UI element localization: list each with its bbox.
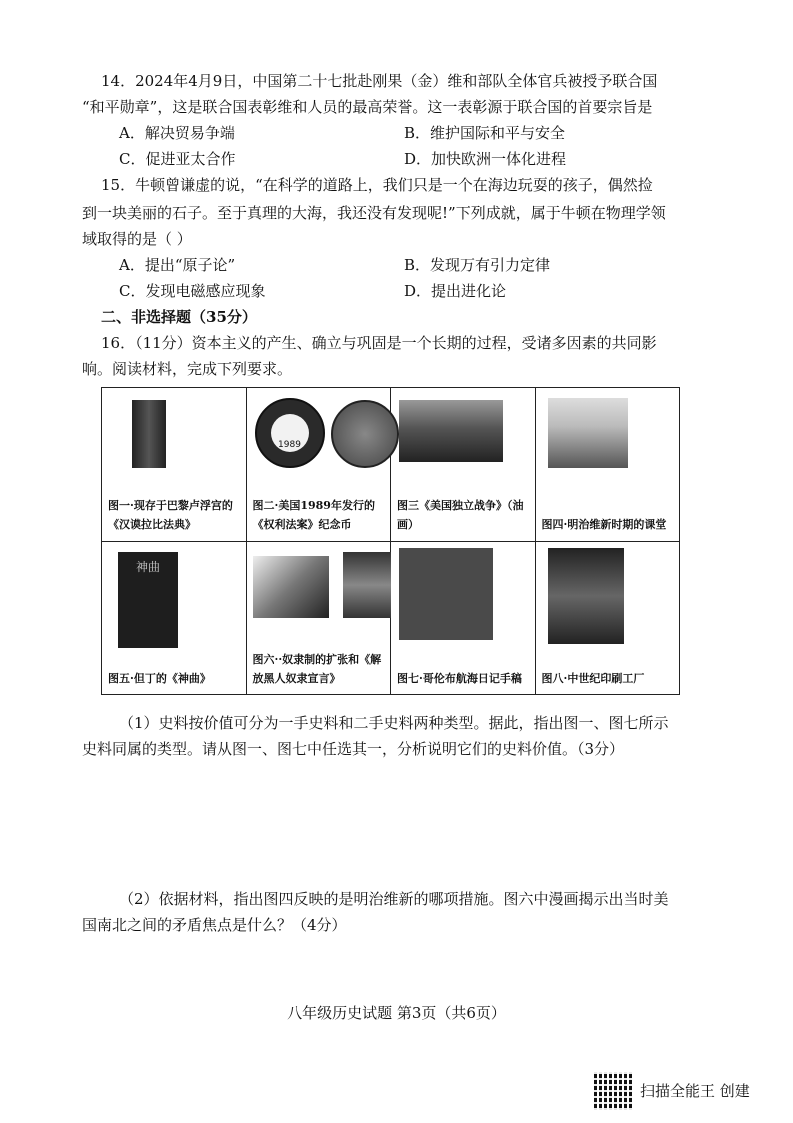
- figure-cell-1: [102, 388, 247, 542]
- q15-line3: 域取得的是（ ）: [82, 230, 192, 248]
- figure-cell-4: [535, 388, 680, 542]
- q16-sub2-line2: 国南北之间的矛盾焦点是什么？（4分）: [82, 916, 347, 934]
- q16-line1: 16．（11分）资本主义的产生、确立与巩固是一个长期的过程，受诸多因素的共同影: [101, 334, 657, 352]
- coin-image-right: [331, 400, 399, 468]
- figure-caption-8: 图八·中世纪印刷工厂: [541, 671, 645, 685]
- figure-caption-6: 图六··奴隶制的扩张和《解放黑人奴隶宣言》: [252, 652, 382, 685]
- q15-line2: 到一块美丽的石子。至于真理的大海，我还没有发现呢!”下列成就，属于牛顿在物理学领: [82, 204, 666, 222]
- q16-sub2-line1: （2）依据材料，指出图四反映的是明治维新的哪项措施。图六中漫画揭示出当时美: [119, 890, 669, 908]
- q16-sub1-line1: （1）史料按价值可分为一手史料和二手史料两种类型。据此，指出图一、图七所示: [119, 714, 669, 732]
- divine-comedy-image: [118, 552, 178, 648]
- q15-option-c: C．发现电磁感应现象: [119, 282, 266, 300]
- q16-sub1-line2: 史料同属的类型。请从图一、图七中任选其一，分析说明它们的史料价值。（3分）: [82, 740, 625, 758]
- qr-code-icon: [594, 1072, 632, 1110]
- proclamation-image: [343, 552, 391, 618]
- figure-cell-5: [102, 541, 247, 695]
- q15-option-b: B．发现万有引力定律: [404, 256, 551, 274]
- scanner-watermark: 扫描全能王 创建: [640, 1082, 750, 1100]
- section-heading: 二、非选择题（35分）: [101, 308, 257, 326]
- figure-caption-3: 图三《美国独立战争》（油画）: [397, 499, 524, 531]
- figure-cell-6: [246, 541, 391, 695]
- coin-year: 1989: [278, 440, 301, 450]
- figure-cell-8: [535, 541, 680, 695]
- manuscript-image: [399, 548, 493, 640]
- stele-image: [132, 400, 166, 468]
- q14-option-d: D．加快欧洲一体化进程: [404, 150, 567, 168]
- q15-line1: 15．牛顿曾谦虚的说，“在科学的道路上，我们只是一个在海边玩耍的孩子，偶然捡: [101, 176, 653, 194]
- figure-cell-2: [246, 388, 391, 542]
- figure-caption-2: 图二·美国1989年发行的《权利法案》纪念币: [252, 499, 375, 531]
- figure-cell-7: [391, 541, 536, 695]
- figure-caption-1: 图一·现存于巴黎卢浮宫的《汉谟拉比法典》: [108, 499, 233, 531]
- figure-caption-5: 图五·但丁的《神曲》: [108, 671, 211, 685]
- figure-caption-7: 图七·哥伦布航海日记手稿: [397, 671, 522, 685]
- q14-option-b: B．维护国际和平与安全: [404, 124, 566, 142]
- figure-caption-4: 图四·明治维新时期的课堂: [541, 518, 667, 531]
- book-title: 神曲: [135, 559, 160, 574]
- q16-line2: 响。阅读材料，完成下列要求。: [82, 360, 293, 378]
- printing-workshop-image: [548, 548, 624, 644]
- q14-option-c: C．促进亚太合作: [119, 150, 236, 168]
- page-footer: 八年级历史试题 第3页（共6页）: [287, 1004, 506, 1022]
- classroom-image: [548, 398, 628, 468]
- q14-line1: 14．2024年4月9日，中国第二十七批赴刚果（金）维和部队全体官兵被授予联合国: [101, 72, 658, 90]
- q14-option-a: A．解决贸易争端: [119, 124, 235, 142]
- q15-option-a: A．提出“原子论”: [119, 256, 236, 274]
- q15-option-d: D．提出进化论: [404, 282, 507, 300]
- figures-table: [101, 387, 680, 695]
- coin-image-left: [255, 398, 325, 468]
- war-painting-image: [399, 400, 503, 462]
- q14-line2: “和平勋章”，这是联合国表彰维和人员的最高荣誉。这一表彰源于联合国的首要宗旨是: [82, 98, 653, 116]
- figure-cell-3: [391, 388, 536, 542]
- slavery-cartoon-image: [253, 556, 329, 618]
